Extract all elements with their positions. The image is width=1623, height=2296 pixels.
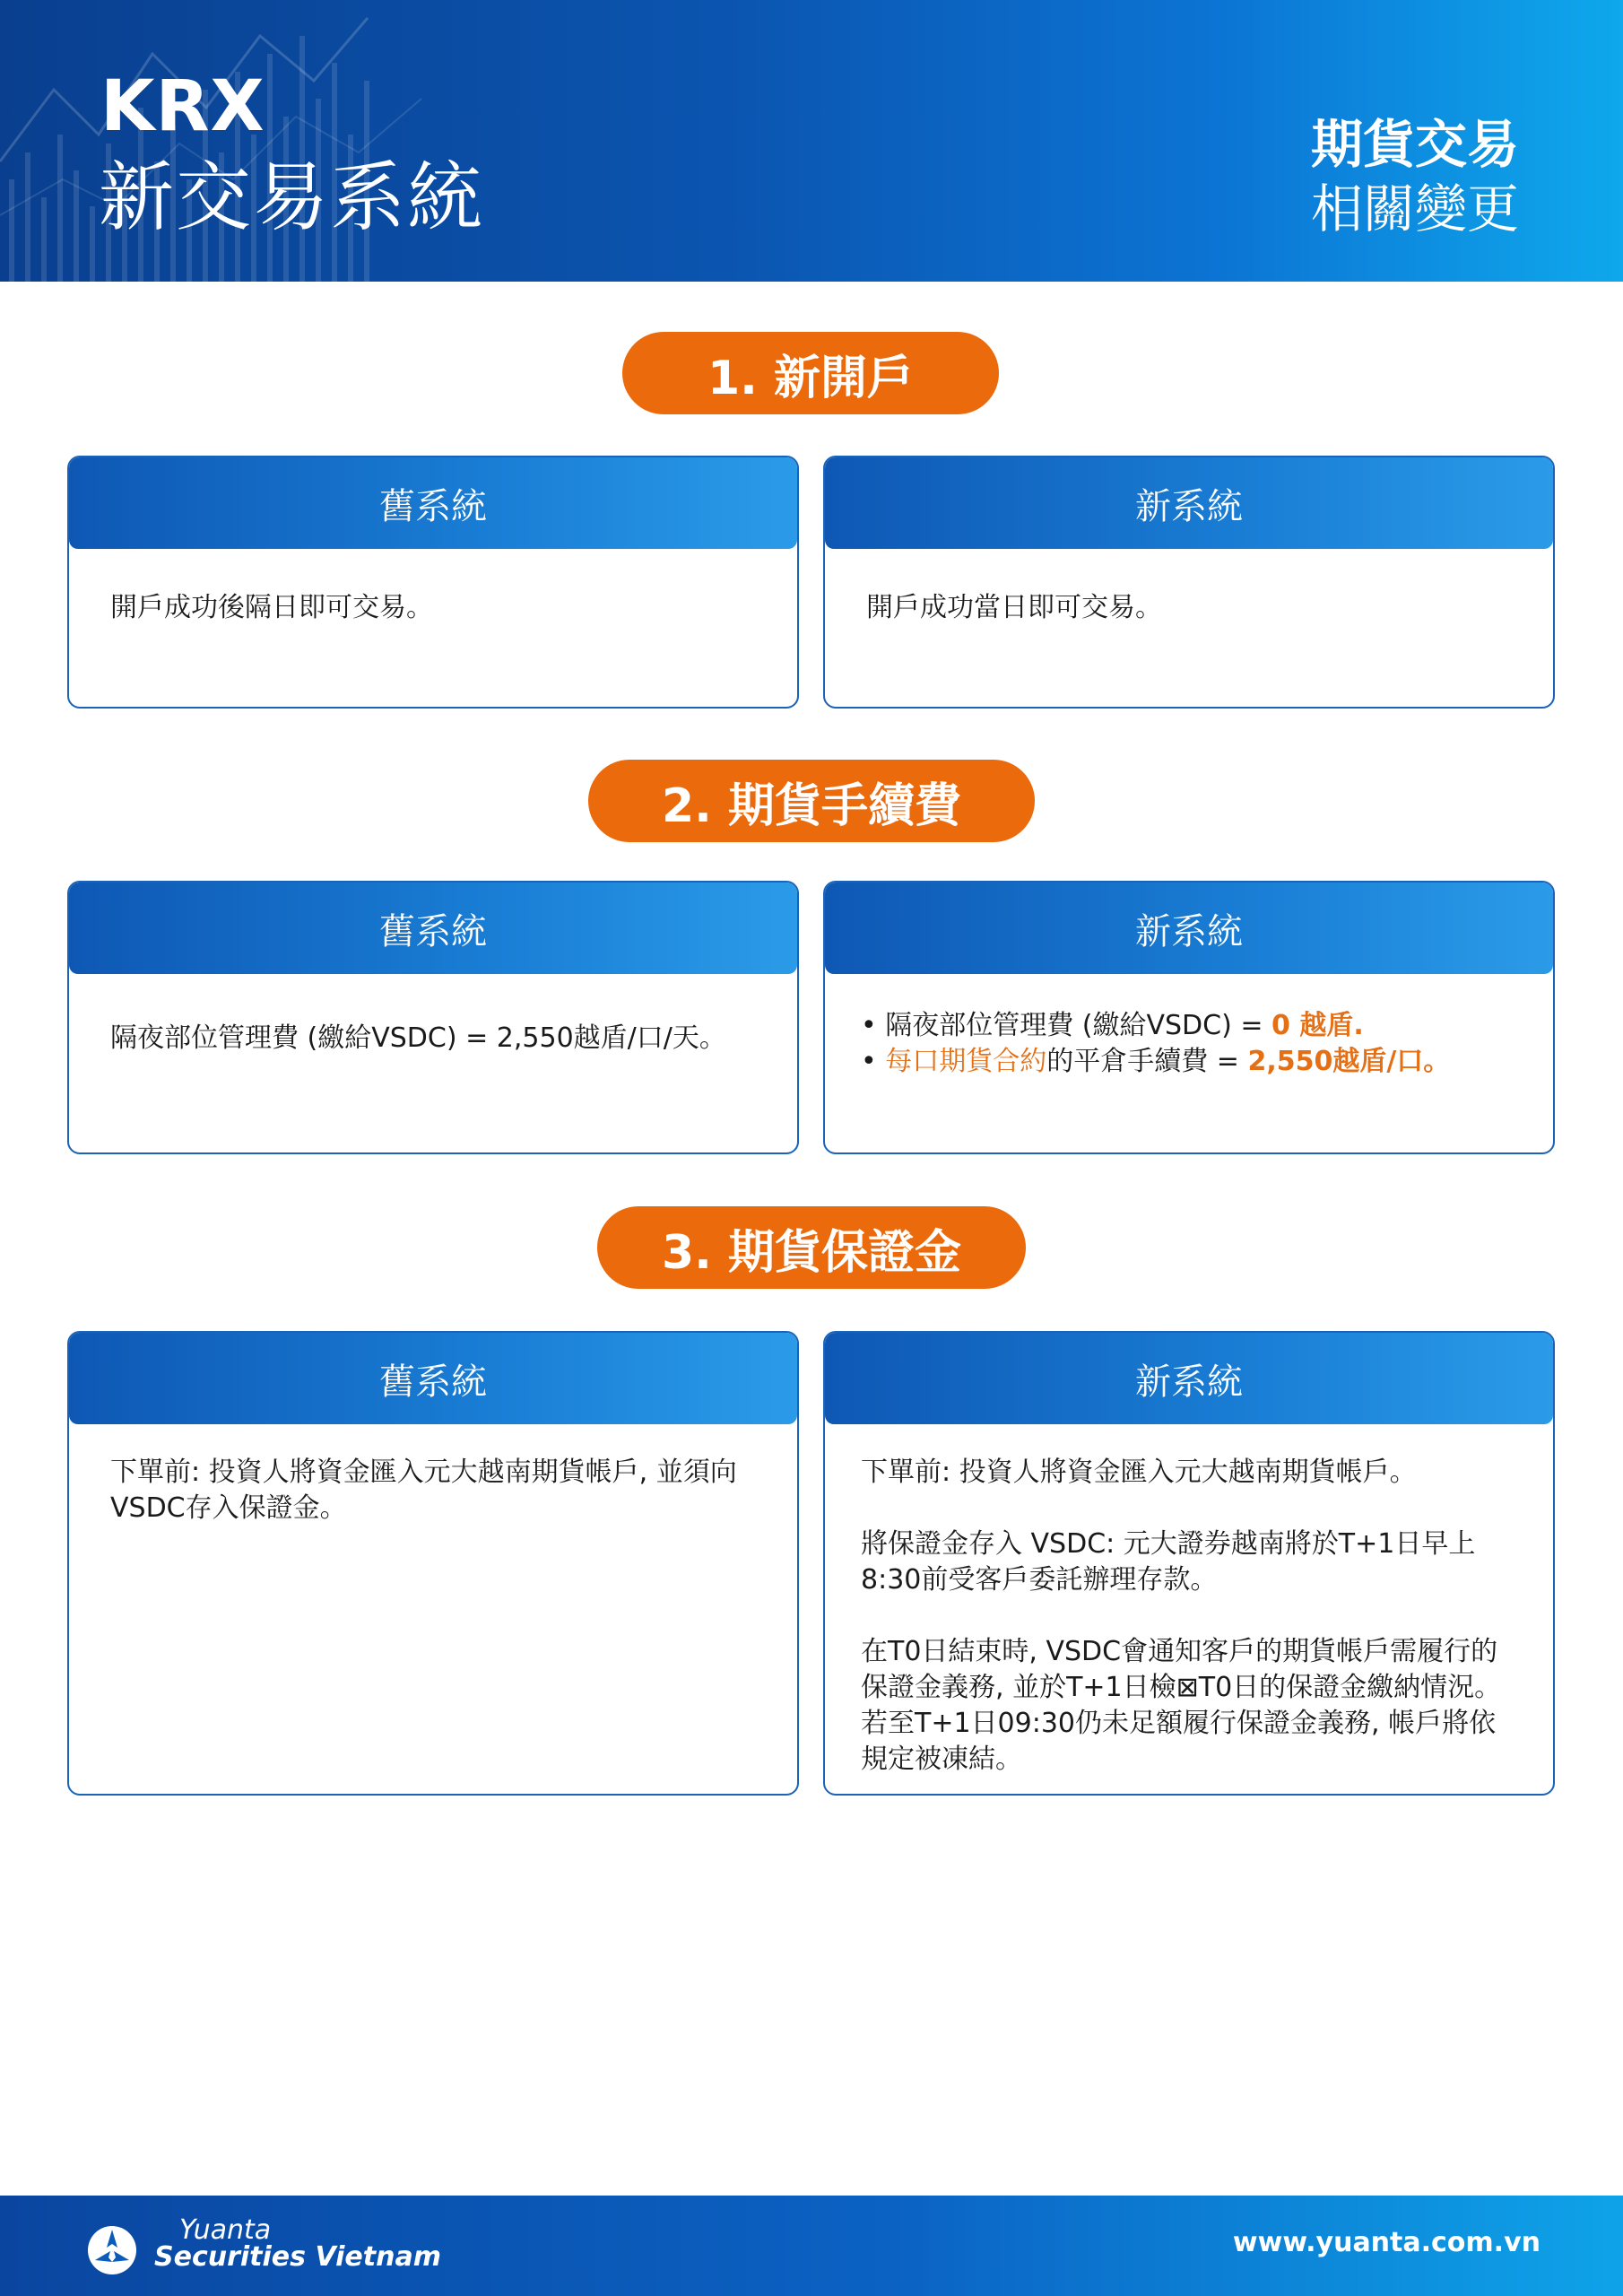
bullet-1-value: 0 越盾. (1271, 1010, 1364, 1041)
new-system-label: 新系統 (825, 457, 1553, 549)
topic-title-line2: 相關變更 (1310, 178, 1519, 239)
section-3-new-para-3-line-4: 規定被凍結。 (861, 1744, 1022, 1775)
section-2-new-card (823, 881, 1555, 1154)
section-2-new-bullet-2 (861, 1044, 1514, 1080)
section-1-title: 1. 新開戶 (622, 332, 999, 414)
page-footer (0, 2196, 1623, 2296)
section-3-title: 3. 期貨保證金 (597, 1206, 1026, 1289)
section-3-old-card (67, 1331, 799, 1796)
section-3-new-para-1: 下單前: 投資人將資金匯入元大越南期貨帳戶。 (861, 1457, 1417, 1488)
yuanta-logo-icon (86, 2224, 138, 2276)
new-system-label: 新系統 (825, 1333, 1553, 1424)
section-3-new-card (823, 1331, 1555, 1796)
old-system-label: 舊系統 (69, 457, 797, 549)
section-1-old-text: 開戶成功後隔日即可交易。 (110, 592, 433, 623)
section-3-new-para-3-line-3: 若至T+1日09:30仍未足額履行保證金義務, 帳戶將依 (861, 1708, 1497, 1739)
old-system-label: 舊系統 (69, 1333, 797, 1424)
section-3-new-para-2-line-2: 8:30前受客戶委託辦理存款。 (861, 1564, 1218, 1596)
section-1-new-text: 開戶成功當日即可交易。 (866, 592, 1162, 623)
section-1-new-card (823, 456, 1555, 709)
page-header (0, 0, 1623, 282)
section-3-new-para-2-line-1: 將保證金存入 VSDC: 元大證券越南將於T+1日早上 (861, 1528, 1476, 1560)
new-system-label: 新系統 (825, 883, 1553, 974)
section-3-new-para-3-line-1: 在T0日結束時, VSDC會通知客戶的期貨帳戶需履行的 (861, 1636, 1498, 1667)
section-2-old-card (67, 881, 799, 1154)
section-3-new-para-3-line-2: 保證金義務, 並於T+1日檢⊠T0日的保證金繳納情況。 (861, 1672, 1502, 1703)
section-2-new-bullet-1 (861, 1008, 1514, 1044)
topic-title-line1: 期貨交易 (1310, 114, 1519, 175)
bullet-2-marker: • (861, 1046, 886, 1077)
section-2-old-text: 隔夜部位管理費 (繳給VSDC) = 2,550越盾/口/天。 (110, 1022, 726, 1054)
bullet-2-highlight: 每口期貨合約 (885, 1046, 1047, 1077)
logo-wordmark-line2: Securities Vietnam (154, 2241, 441, 2273)
bullet-1-text: • 隔夜部位管理費 (繳給VSDC) = (861, 1010, 1271, 1041)
section-3-old-line-1: 下單前: 投資人將資金匯入元大越南期貨帳戶, 並須向 (110, 1457, 737, 1488)
bullet-2-value: 2,550越盾/口。 (1247, 1046, 1451, 1077)
page-title: 新交易系統 (99, 153, 485, 241)
old-system-label: 舊系統 (69, 883, 797, 974)
brand-krx: KRX (100, 66, 265, 147)
section-3-old-line-2: VSDC存入保證金。 (110, 1492, 347, 1524)
section-1-old-card (67, 456, 799, 709)
bullet-2-text: 的平倉手續費 = (1046, 1046, 1248, 1077)
website-url[interactable]: www.yuanta.com.vn (1232, 2227, 1541, 2258)
logo-wordmark-line1: Yuanta (179, 2214, 272, 2246)
section-2-title: 2. 期貨手續費 (588, 760, 1035, 842)
